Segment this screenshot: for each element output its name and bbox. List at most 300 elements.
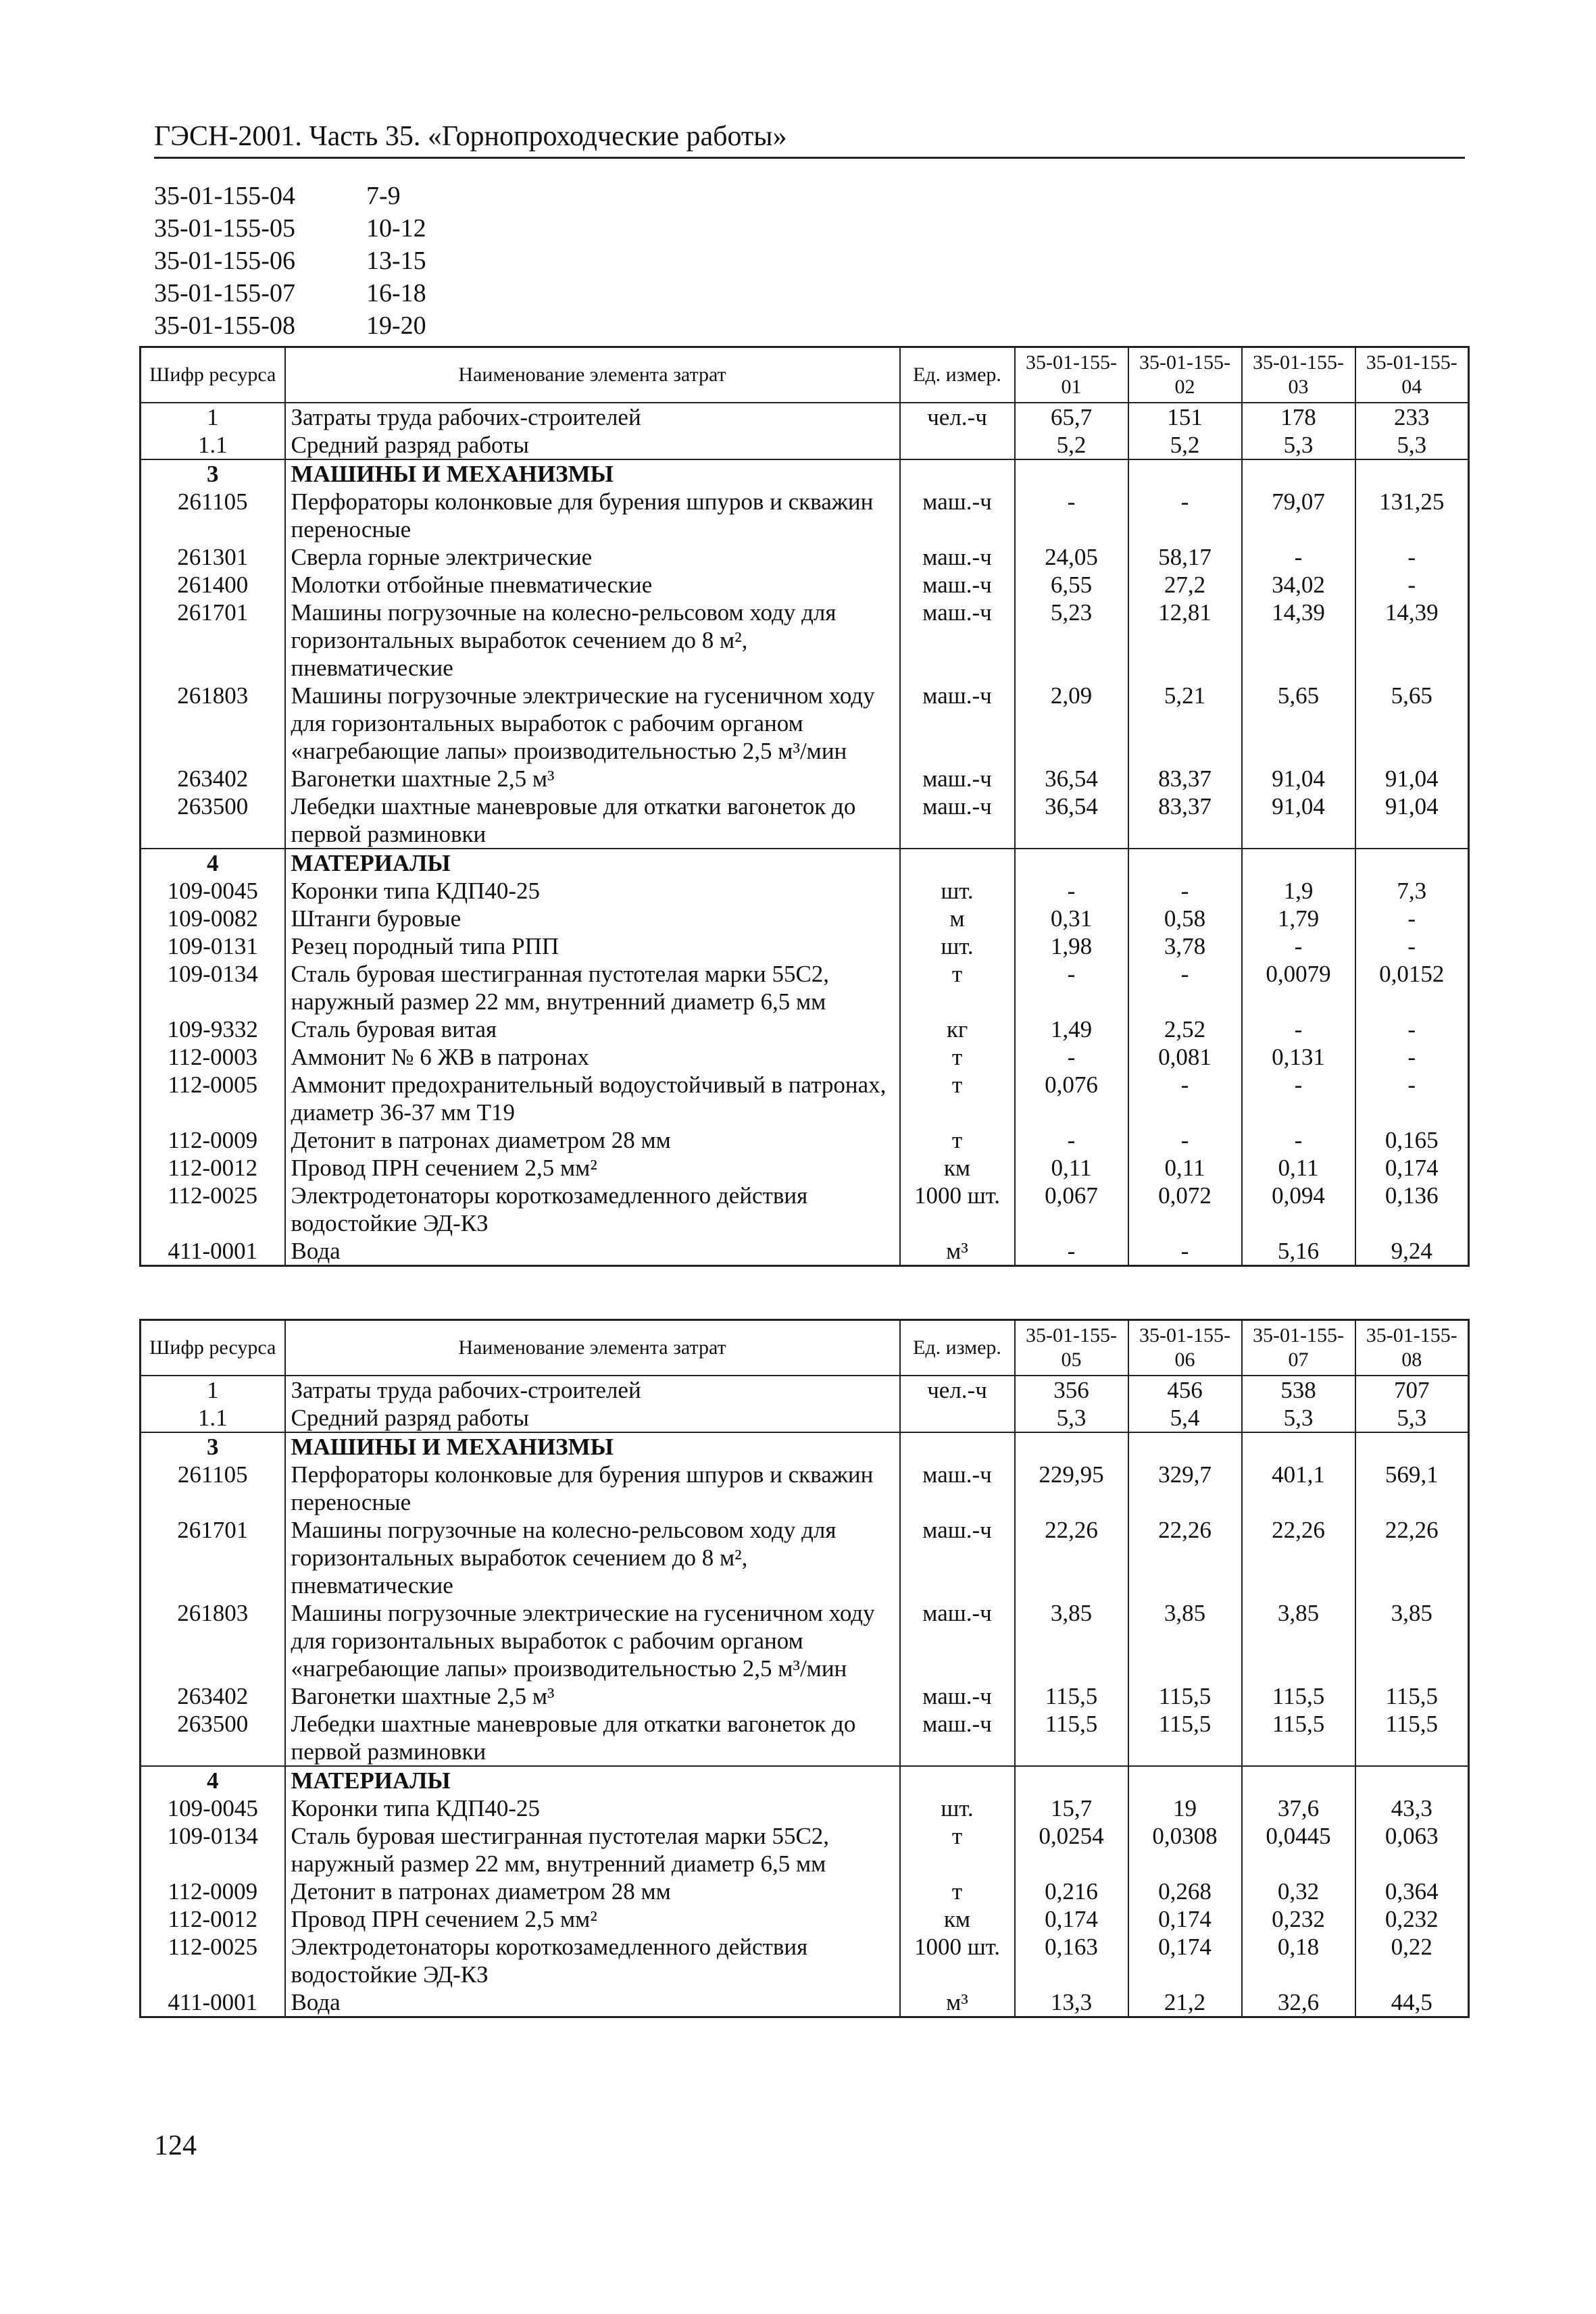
resource-name-cell: Машины погрузочные электрические на гусеничном ходу для горизонтальных выработок с рабочим органом «нагребающие лапы» производительностью 2,5 м³/мин	[285, 682, 900, 765]
value-cell: 5,3	[1355, 1404, 1469, 1432]
value-cell: 0,216	[1015, 1878, 1128, 1905]
resource-name-cell: Перфораторы колонковые для бурения шпуров и скважин переносные	[285, 1461, 900, 1516]
unit-cell: т	[900, 960, 1015, 1015]
resource-code-cell: 261105	[141, 488, 285, 543]
value-cell	[1128, 1432, 1242, 1461]
header-unit: Ед. измер.	[900, 1320, 1015, 1376]
value-cell: -	[1355, 932, 1469, 960]
resource-name-cell: Молотки отбойные пневматические	[285, 571, 900, 599]
value-cell: 22,26	[1355, 1516, 1469, 1599]
table-row	[141, 793, 1469, 849]
value-cell: 151	[1128, 403, 1242, 431]
resource-name-cell: Коронки типа КДП40-25	[285, 1794, 900, 1822]
value-cell: 569,1	[1355, 1461, 1469, 1516]
resource-name-cell: Вода	[285, 1237, 900, 1266]
resource-code-cell: 261701	[141, 599, 285, 682]
unit-cell: шт.	[900, 1794, 1015, 1822]
value-cell: -	[1355, 905, 1469, 932]
value-cell: 356	[1015, 1376, 1128, 1404]
value-cell: 0,0079	[1242, 960, 1355, 1015]
value-cell: 0,18	[1242, 1933, 1355, 1988]
value-cell: -	[1355, 1015, 1469, 1043]
value-cell: 32,6	[1242, 1988, 1355, 2017]
value-cell: 65,7	[1015, 403, 1128, 431]
table-row	[141, 1988, 1469, 2017]
table-row	[141, 682, 1469, 765]
resource-code-cell: 112-0005	[141, 1071, 285, 1126]
resource-name-cell: Машины погрузочные на колесно-рельсовом ходу для горизонтальных выработок сечением до 8 м², пневматические	[285, 1516, 900, 1599]
table-row	[141, 543, 1469, 571]
value-cell: 0,174	[1128, 1933, 1242, 1988]
value-cell: 0,232	[1355, 1905, 1469, 1933]
code-range-row	[154, 309, 426, 342]
value-cell: 229,95	[1015, 1461, 1128, 1516]
page-number: 124	[154, 2130, 197, 2161]
table-row	[141, 765, 1469, 793]
resource-table-1	[139, 346, 1470, 1267]
value-cell: 0,11	[1242, 1154, 1355, 1182]
norm-code: 35-01-155-04	[154, 182, 295, 210]
table-row	[141, 932, 1469, 960]
value-cell: 329,7	[1128, 1461, 1242, 1516]
resource-code-cell: 261400	[141, 571, 285, 599]
table-row	[141, 1432, 1469, 1461]
table-row	[141, 459, 1469, 488]
resource-name-cell: Вода	[285, 1988, 900, 2017]
resource-code-cell: 112-0003	[141, 1043, 285, 1071]
value-cell: 91,04	[1242, 765, 1355, 793]
value-cell	[1355, 1432, 1469, 1461]
resource-name-cell: Детонит в патронах диаметром 28 мм	[285, 1126, 900, 1154]
value-cell: 115,5	[1355, 1682, 1469, 1710]
value-cell: 456	[1128, 1376, 1242, 1404]
unit-cell	[900, 1432, 1015, 1461]
resource-name-cell: Сталь буровая шестигранная пустотелая марки 55С2, наружный размер 22 мм, внутренний диаметр 6,5 мм	[285, 1822, 900, 1878]
unit-cell: т	[900, 1126, 1015, 1154]
norm-code: 35-01-155-07	[154, 279, 295, 307]
value-cell: 0,232	[1242, 1905, 1355, 1933]
header-col-3: 35-01-155-07	[1242, 1320, 1355, 1376]
value-cell: 36,54	[1015, 765, 1128, 793]
unit-cell: маш.-ч	[900, 765, 1015, 793]
value-cell: -	[1015, 488, 1128, 543]
resource-code-cell: 4	[141, 849, 285, 877]
value-cell: -	[1355, 1071, 1469, 1126]
norm-code: 35-01-155-06	[154, 247, 295, 275]
value-cell: 15,7	[1015, 1794, 1128, 1822]
value-cell: 1,98	[1015, 932, 1128, 960]
unit-cell: км	[900, 1154, 1015, 1182]
value-cell: 24,05	[1015, 543, 1128, 571]
unit-cell: шт.	[900, 877, 1015, 905]
value-cell: 538	[1242, 1376, 1355, 1404]
header-col-1: 35-01-155-05	[1015, 1320, 1128, 1376]
value-cell: 0,163	[1015, 1933, 1128, 1988]
value-cell: 0,174	[1015, 1905, 1128, 1933]
unit-cell: маш.-ч	[900, 488, 1015, 543]
resource-name-cell: Затраты труда рабочих-строителей	[285, 1376, 900, 1404]
header-code: Шифр ресурса	[141, 347, 285, 403]
value-cell: 115,5	[1128, 1682, 1242, 1710]
value-cell: 83,37	[1128, 765, 1242, 793]
table-row	[141, 1237, 1469, 1266]
value-cell: 13,3	[1015, 1988, 1128, 2017]
resource-name-cell: Провод ПРН сечением 2,5 мм²	[285, 1905, 900, 1933]
value-cell: 0,094	[1242, 1182, 1355, 1237]
value-cell: 1,79	[1242, 905, 1355, 932]
resource-code-cell: 1.1	[141, 1404, 285, 1432]
value-cell: 2,52	[1128, 1015, 1242, 1043]
value-cell: 0,268	[1128, 1878, 1242, 1905]
value-cell	[1128, 849, 1242, 877]
code-range-row	[154, 245, 426, 277]
value-cell: 3,78	[1128, 932, 1242, 960]
unit-cell: 1000 шт.	[900, 1182, 1015, 1237]
resource-name-cell: МАТЕРИАЛЫ	[285, 849, 900, 877]
norm-code: 35-01-155-08	[154, 311, 295, 340]
value-cell: -	[1355, 1043, 1469, 1071]
table-row	[141, 1766, 1469, 1794]
resource-name-cell: Аммонит № 6 ЖВ в патронах	[285, 1043, 900, 1071]
value-cell: -	[1242, 932, 1355, 960]
unit-cell: км	[900, 1905, 1015, 1933]
header-name: Наименование элемента затрат	[285, 1320, 900, 1376]
value-cell: 7,3	[1355, 877, 1469, 905]
table-row	[141, 1043, 1469, 1071]
resource-code-cell: 109-0082	[141, 905, 285, 932]
resource-name-cell: Сверла горные электрические	[285, 543, 900, 571]
table-row	[141, 1126, 1469, 1154]
resource-table-2	[139, 1319, 1470, 2018]
resource-code-cell: 263500	[141, 1710, 285, 1766]
value-cell: -	[1242, 543, 1355, 571]
unit-cell: т	[900, 1071, 1015, 1126]
value-cell: 79,07	[1242, 488, 1355, 543]
value-cell: 3,85	[1015, 1599, 1128, 1682]
value-cell	[1355, 1766, 1469, 1794]
resource-code-cell: 112-0025	[141, 1933, 285, 1988]
value-cell: 58,17	[1128, 543, 1242, 571]
value-cell: 0,174	[1355, 1154, 1469, 1182]
resource-code-cell: 263402	[141, 765, 285, 793]
value-cell: 3,85	[1242, 1599, 1355, 1682]
unit-cell	[900, 459, 1015, 488]
value-cell: 0,11	[1015, 1154, 1128, 1182]
value-cell: 5,2	[1015, 431, 1128, 459]
resource-name-cell: Машины погрузочные на колесно-рельсовом ходу для горизонтальных выработок сечением до 8 м², пневматические	[285, 599, 900, 682]
value-cell: 91,04	[1355, 765, 1469, 793]
value-cell: 1,9	[1242, 877, 1355, 905]
value-cell	[1015, 1432, 1128, 1461]
value-cell: 0,072	[1128, 1182, 1242, 1237]
table-row	[141, 1905, 1469, 1933]
value-cell: 5,3	[1242, 431, 1355, 459]
value-cell	[1355, 459, 1469, 488]
value-cell: 2,09	[1015, 682, 1128, 765]
resource-code-cell: 4	[141, 1766, 285, 1794]
value-cell: 0,067	[1015, 1182, 1128, 1237]
table-row	[141, 1599, 1469, 1682]
unit-cell: т	[900, 1043, 1015, 1071]
value-cell: 115,5	[1015, 1682, 1128, 1710]
value-cell: 5,65	[1242, 682, 1355, 765]
resource-code-cell: 112-0009	[141, 1126, 285, 1154]
value-cell: -	[1015, 1126, 1128, 1154]
value-cell: 115,5	[1355, 1710, 1469, 1766]
value-cell: -	[1128, 1071, 1242, 1126]
unit-cell: маш.-ч	[900, 1682, 1015, 1710]
table-row	[141, 1794, 1469, 1822]
table-row	[141, 1933, 1469, 1988]
resource-name-cell: Лебедки шахтные маневровые для откатки вагонеток до первой разминовки	[285, 1710, 900, 1766]
header-col-2: 35-01-155-02	[1128, 347, 1242, 403]
value-cell: 83,37	[1128, 793, 1242, 849]
code-range-row	[154, 277, 426, 309]
resource-code-cell: 109-0045	[141, 1794, 285, 1822]
value-cell: 44,5	[1355, 1988, 1469, 2017]
resource-code-cell: 112-0025	[141, 1182, 285, 1237]
unit-cell	[900, 431, 1015, 459]
value-cell	[1015, 1766, 1128, 1794]
value-cell: 14,39	[1242, 599, 1355, 682]
value-cell: 3,85	[1128, 1599, 1242, 1682]
value-cell: 27,2	[1128, 571, 1242, 599]
value-cell	[1242, 1432, 1355, 1461]
resource-name-cell: Средний разряд работы	[285, 1404, 900, 1432]
unit-cell: маш.-ч	[900, 1599, 1015, 1682]
value-cell: -	[1242, 1071, 1355, 1126]
table-row	[141, 1710, 1469, 1766]
table-row	[141, 1822, 1469, 1878]
table-range: 13-15	[366, 247, 426, 275]
unit-cell: маш.-ч	[900, 1710, 1015, 1766]
value-cell: 5,3	[1355, 431, 1469, 459]
value-cell: 0,0254	[1015, 1822, 1128, 1878]
table-row	[141, 1878, 1469, 1905]
table-row	[141, 1154, 1469, 1182]
value-cell: 5,65	[1355, 682, 1469, 765]
header-unit: Ед. измер.	[900, 347, 1015, 403]
value-cell: 5,23	[1015, 599, 1128, 682]
resource-code-cell: 109-0131	[141, 932, 285, 960]
resource-code-cell: 1	[141, 403, 285, 431]
resource-code-cell: 112-0012	[141, 1154, 285, 1182]
value-cell: 0,081	[1128, 1043, 1242, 1071]
resource-name-cell: Затраты труда рабочих-строителей	[285, 403, 900, 431]
value-cell: 115,5	[1015, 1710, 1128, 1766]
unit-cell	[900, 849, 1015, 877]
resource-name-cell: Средний разряд работы	[285, 431, 900, 459]
resource-name-cell: МАШИНЫ И МЕХАНИЗМЫ	[285, 1432, 900, 1461]
value-cell: 707	[1355, 1376, 1469, 1404]
unit-cell: маш.-ч	[900, 1461, 1015, 1516]
unit-cell	[900, 1404, 1015, 1432]
value-cell: -	[1128, 877, 1242, 905]
unit-cell: шт.	[900, 932, 1015, 960]
value-cell: -	[1015, 877, 1128, 905]
header-code: Шифр ресурса	[141, 1320, 285, 1376]
value-cell: 14,39	[1355, 599, 1469, 682]
value-cell: 0,136	[1355, 1182, 1469, 1237]
value-cell: 233	[1355, 403, 1469, 431]
code-range-row	[154, 180, 426, 212]
unit-cell: чел.-ч	[900, 403, 1015, 431]
table-row	[141, 1461, 1469, 1516]
value-cell: 9,24	[1355, 1237, 1469, 1266]
resource-name-cell: Машины погрузочные электрические на гусеничном ходу для горизонтальных выработок с рабочим органом «нагребающие лапы» производительностью 2,5 м³/мин	[285, 1599, 900, 1682]
table-row	[141, 1682, 1469, 1710]
table-row	[141, 431, 1469, 459]
value-cell: 22,26	[1015, 1516, 1128, 1599]
resource-name-cell: Штанги буровые	[285, 905, 900, 932]
value-cell: 0,0152	[1355, 960, 1469, 1015]
value-cell	[1242, 459, 1355, 488]
value-cell	[1015, 849, 1128, 877]
resource-name-cell: МАШИНЫ И МЕХАНИЗМЫ	[285, 459, 900, 488]
resource-name-cell: Электродетонаторы короткозамедленного действия водостойкие ЭД-КЗ	[285, 1182, 900, 1237]
resource-name-cell: МАТЕРИАЛЫ	[285, 1766, 900, 1794]
value-cell: 0,174	[1128, 1905, 1242, 1933]
resource-name-cell: Лебедки шахтные маневровые для откатки вагонеток до первой разминовки	[285, 793, 900, 849]
resource-name-cell: Перфораторы колонковые для бурения шпуров и скважин переносные	[285, 488, 900, 543]
resource-code-cell: 1	[141, 1376, 285, 1404]
table-range: 10-12	[366, 214, 426, 243]
value-cell: 115,5	[1242, 1710, 1355, 1766]
resource-code-cell: 261701	[141, 1516, 285, 1599]
resource-code-cell: 112-0012	[141, 1905, 285, 1933]
table-row	[141, 905, 1469, 932]
unit-cell: 1000 шт.	[900, 1933, 1015, 1988]
header-col-3: 35-01-155-03	[1242, 347, 1355, 403]
value-cell: 12,81	[1128, 599, 1242, 682]
resource-name-cell: Провод ПРН сечением 2,5 мм²	[285, 1154, 900, 1182]
value-cell: 0,076	[1015, 1071, 1128, 1126]
value-cell: 5,4	[1128, 1404, 1242, 1432]
resource-name-cell: Сталь буровая шестигранная пустотелая марки 55С2, наружный размер 22 мм, внутренний диаметр 6,5 мм	[285, 960, 900, 1015]
value-cell: 0,364	[1355, 1878, 1469, 1905]
unit-cell: маш.-ч	[900, 682, 1015, 765]
unit-cell: маш.-ч	[900, 793, 1015, 849]
value-cell: 34,02	[1242, 571, 1355, 599]
unit-cell: маш.-ч	[900, 1516, 1015, 1599]
table-row	[141, 1516, 1469, 1599]
resource-code-cell: 411-0001	[141, 1988, 285, 2017]
value-cell: 3,85	[1355, 1599, 1469, 1682]
resource-code-cell: 109-9332	[141, 1015, 285, 1043]
unit-cell: м	[900, 905, 1015, 932]
resource-name-cell: Вагонетки шахтные 2,5 м³	[285, 1682, 900, 1710]
value-cell: -	[1015, 960, 1128, 1015]
value-cell: -	[1128, 960, 1242, 1015]
value-cell: 0,31	[1015, 905, 1128, 932]
header-name: Наименование элемента затрат	[285, 347, 900, 403]
page-header: ГЭСН-2001. Часть 35. «Горнопроходческие работы»	[154, 119, 1465, 159]
value-cell: 0,32	[1242, 1878, 1355, 1905]
table-row	[141, 403, 1469, 431]
header-col-1: 35-01-155-01	[1015, 347, 1128, 403]
resource-code-cell: 109-0134	[141, 960, 285, 1015]
resource-code-cell: 109-0134	[141, 1822, 285, 1878]
value-cell	[1015, 459, 1128, 488]
value-cell: -	[1355, 543, 1469, 571]
table-row	[141, 1404, 1469, 1432]
value-cell: 178	[1242, 403, 1355, 431]
value-cell: -	[1355, 571, 1469, 599]
resource-code-cell: 3	[141, 459, 285, 488]
resource-code-cell: 1.1	[141, 431, 285, 459]
value-cell: 5,21	[1128, 682, 1242, 765]
table-row	[141, 1376, 1469, 1404]
unit-cell: кг	[900, 1015, 1015, 1043]
code-range-list	[154, 180, 426, 342]
value-cell: 131,25	[1355, 488, 1469, 543]
resource-code-cell: 109-0045	[141, 877, 285, 905]
value-cell: 0,0308	[1128, 1822, 1242, 1878]
value-cell	[1128, 459, 1242, 488]
resource-name-cell: Коронки типа КДП40-25	[285, 877, 900, 905]
table-range: 16-18	[366, 279, 426, 307]
value-cell: 6,55	[1015, 571, 1128, 599]
resource-code-cell: 411-0001	[141, 1237, 285, 1266]
resource-name-cell: Аммонит предохранительный водоустойчивый в патронах, диаметр 36-37 мм Т19	[285, 1071, 900, 1126]
unit-cell: маш.-ч	[900, 543, 1015, 571]
value-cell: 0,165	[1355, 1126, 1469, 1154]
unit-cell: м³	[900, 1237, 1015, 1266]
value-cell: 43,3	[1355, 1794, 1469, 1822]
table-header-row	[141, 347, 1469, 403]
resource-code-cell: 261105	[141, 1461, 285, 1516]
table-row	[141, 1182, 1469, 1237]
value-cell: 0,0445	[1242, 1822, 1355, 1878]
unit-cell: маш.-ч	[900, 571, 1015, 599]
value-cell	[1242, 1766, 1355, 1794]
unit-cell: т	[900, 1822, 1015, 1878]
resource-code-cell: 112-0009	[141, 1878, 285, 1905]
value-cell: 36,54	[1015, 793, 1128, 849]
table-row	[141, 849, 1469, 877]
table-row	[141, 488, 1469, 543]
value-cell: 115,5	[1242, 1682, 1355, 1710]
value-cell: 22,26	[1128, 1516, 1242, 1599]
value-cell: 0,131	[1242, 1043, 1355, 1071]
header-col-4: 35-01-155-04	[1355, 347, 1469, 403]
unit-cell	[900, 1766, 1015, 1794]
table-row	[141, 571, 1469, 599]
value-cell: -	[1015, 1043, 1128, 1071]
resource-code-cell: 263402	[141, 1682, 285, 1710]
resource-code-cell: 263500	[141, 793, 285, 849]
value-cell: 115,5	[1128, 1710, 1242, 1766]
value-cell: 5,3	[1242, 1404, 1355, 1432]
table-row	[141, 1015, 1469, 1043]
unit-cell: м³	[900, 1988, 1015, 2017]
value-cell: 0,22	[1355, 1933, 1469, 1988]
value-cell: 5,16	[1242, 1237, 1355, 1266]
value-cell: 19	[1128, 1794, 1242, 1822]
table-row	[141, 599, 1469, 682]
value-cell: -	[1242, 1126, 1355, 1154]
value-cell: 37,6	[1242, 1794, 1355, 1822]
value-cell: -	[1128, 1237, 1242, 1266]
table-row	[141, 1071, 1469, 1126]
code-range-row	[154, 212, 426, 245]
value-cell: 21,2	[1128, 1988, 1242, 2017]
value-cell	[1128, 1766, 1242, 1794]
value-cell: 0,063	[1355, 1822, 1469, 1878]
header-col-2: 35-01-155-06	[1128, 1320, 1242, 1376]
resource-code-cell: 261301	[141, 543, 285, 571]
resource-name-cell: Сталь буровая витая	[285, 1015, 900, 1043]
